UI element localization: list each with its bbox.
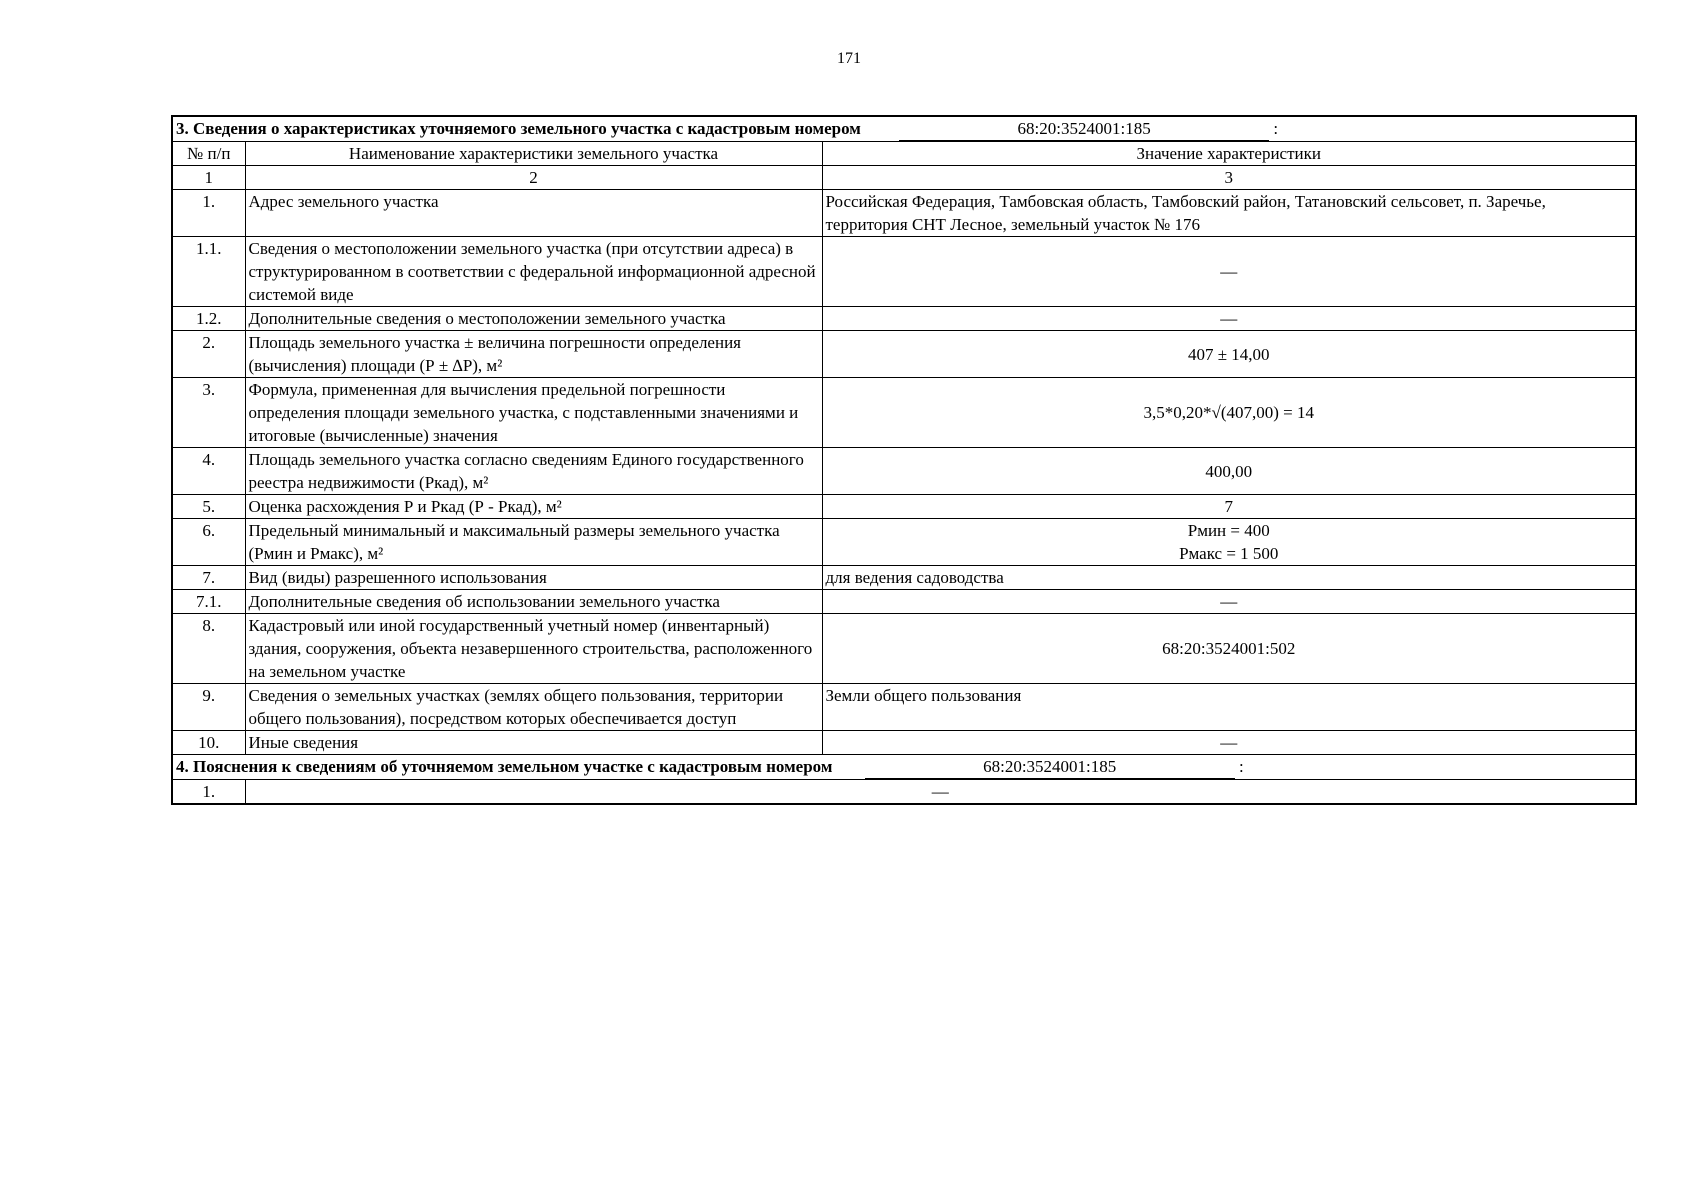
section4-title-cell — [172, 755, 1636, 780]
row-name: Дополнительные сведения об использовании земельного участка — [245, 590, 822, 614]
row-name: Сведения о местоположении земельного участка (при отсутствии адреса) в структурированном в соответствии с федеральной информационной адресной системой виде — [245, 237, 822, 307]
row-name: Площадь земельного участка согласно сведениям Единого государственного реестра недвижимости (Ркад), м² — [245, 448, 822, 495]
header-number-2: 2 — [245, 166, 822, 190]
table-row — [172, 190, 1636, 237]
section4-suffix: : — [1238, 757, 1244, 776]
row-name: Оценка расхождения Р и Ркад (Р - Ркад), м² — [245, 495, 822, 519]
row-num: 6. — [172, 519, 245, 566]
header-num: № п/п — [172, 142, 245, 166]
table-row — [172, 448, 1636, 495]
section4-title-row — [172, 755, 1636, 780]
row-num: 4. — [172, 448, 245, 495]
row-value: 400,00 — [822, 448, 1636, 495]
row-value-line: Рмакс = 1 500 — [1179, 544, 1279, 563]
row-value: Земли общего пользования — [822, 684, 1636, 731]
row-value: 7 — [822, 495, 1636, 519]
section3-title-row — [172, 116, 1636, 142]
section3-suffix: : — [1273, 119, 1279, 138]
row-num: 1.1. — [172, 237, 245, 307]
header-value: Значение характеристики — [822, 142, 1636, 166]
section3-cadastral-number: 68:20:3524001:185 — [899, 117, 1269, 141]
row-name: Сведения о земельных участках (землях общего пользования, территории общего пользования), посредством которых обеспечивается доступ — [245, 684, 822, 731]
row-name: Предельный минимальный и максимальный размеры земельного участка (Рмин и Рмакс), м² — [245, 519, 822, 566]
row-num: 9. — [172, 684, 245, 731]
row-value: Российская Федерация, Тамбовская область, Тамбовский район, Татановский сельсовет, п. Заречье, территория СНТ Лесное, земельный участок № 176 — [822, 190, 1636, 237]
row-num: 2. — [172, 331, 245, 378]
row-value: — — [245, 780, 1636, 805]
row-value: — — [822, 237, 1636, 307]
header-number-1: 1 — [172, 166, 245, 190]
section4-title: 4. Пояснения к сведениям об уточняемом земельном участке с кадастровым номером — [176, 757, 833, 776]
row-name: Иные сведения — [245, 731, 822, 755]
header-name: Наименование характеристики земельного участка — [245, 142, 822, 166]
row-value: 3,5*0,20*√(407,00) = 14 — [822, 378, 1636, 448]
table-row — [172, 731, 1636, 755]
header-number-3: 3 — [822, 166, 1636, 190]
row-num: 1. — [172, 780, 245, 805]
row-num: 7.1. — [172, 590, 245, 614]
row-name: Вид (виды) разрешенного использования — [245, 566, 822, 590]
row-name: Площадь земельного участка ± величина погрешности определения (вычисления) площади (Р ± ∆Р), м² — [245, 331, 822, 378]
row-value: для ведения садоводства — [822, 566, 1636, 590]
table-row — [172, 378, 1636, 448]
cadastral-characteristics-table — [171, 115, 1637, 805]
table-row — [172, 590, 1636, 614]
section3-title-cell — [172, 116, 1636, 142]
table-row — [172, 566, 1636, 590]
page-number: 171 — [837, 50, 861, 67]
row-num: 3. — [172, 378, 245, 448]
table-row — [172, 684, 1636, 731]
row-num: 1.2. — [172, 307, 245, 331]
row-value: 407 ± 14,00 — [822, 331, 1636, 378]
header-number-row — [172, 166, 1636, 190]
row-num: 5. — [172, 495, 245, 519]
table-row — [172, 237, 1636, 307]
row-value — [822, 519, 1636, 566]
row-name: Формула, примененная для вычисления предельной погрешности определения площади земельного участка, с подставленными значениями и итоговые (вычисленные) значения — [245, 378, 822, 448]
row-value: — — [822, 731, 1636, 755]
table-row — [172, 780, 1636, 805]
row-name: Адрес земельного участка — [245, 190, 822, 237]
header-row — [172, 142, 1636, 166]
table-row — [172, 519, 1636, 566]
table-row — [172, 495, 1636, 519]
row-num: 8. — [172, 614, 245, 684]
section4-cadastral-number: 68:20:3524001:185 — [865, 755, 1235, 779]
table-row — [172, 614, 1636, 684]
row-num: 10. — [172, 731, 245, 755]
table-row — [172, 331, 1636, 378]
row-value: 68:20:3524001:502 — [822, 614, 1636, 684]
table-row — [172, 307, 1636, 331]
row-value-line: Рмин = 400 — [1187, 521, 1270, 540]
row-value: — — [822, 307, 1636, 331]
row-name: Кадастровый или иной государственный учетный номер (инвентарный) здания, сооружения, объекта незавершенного строительства, расположенного на земельном участке — [245, 614, 822, 684]
section3-title: 3. Сведения о характеристиках уточняемого земельного участка с кадастровым номером — [176, 119, 861, 138]
row-num: 7. — [172, 566, 245, 590]
row-value: — — [822, 590, 1636, 614]
row-name: Дополнительные сведения о местоположении земельного участка — [245, 307, 822, 331]
row-num: 1. — [172, 190, 245, 237]
